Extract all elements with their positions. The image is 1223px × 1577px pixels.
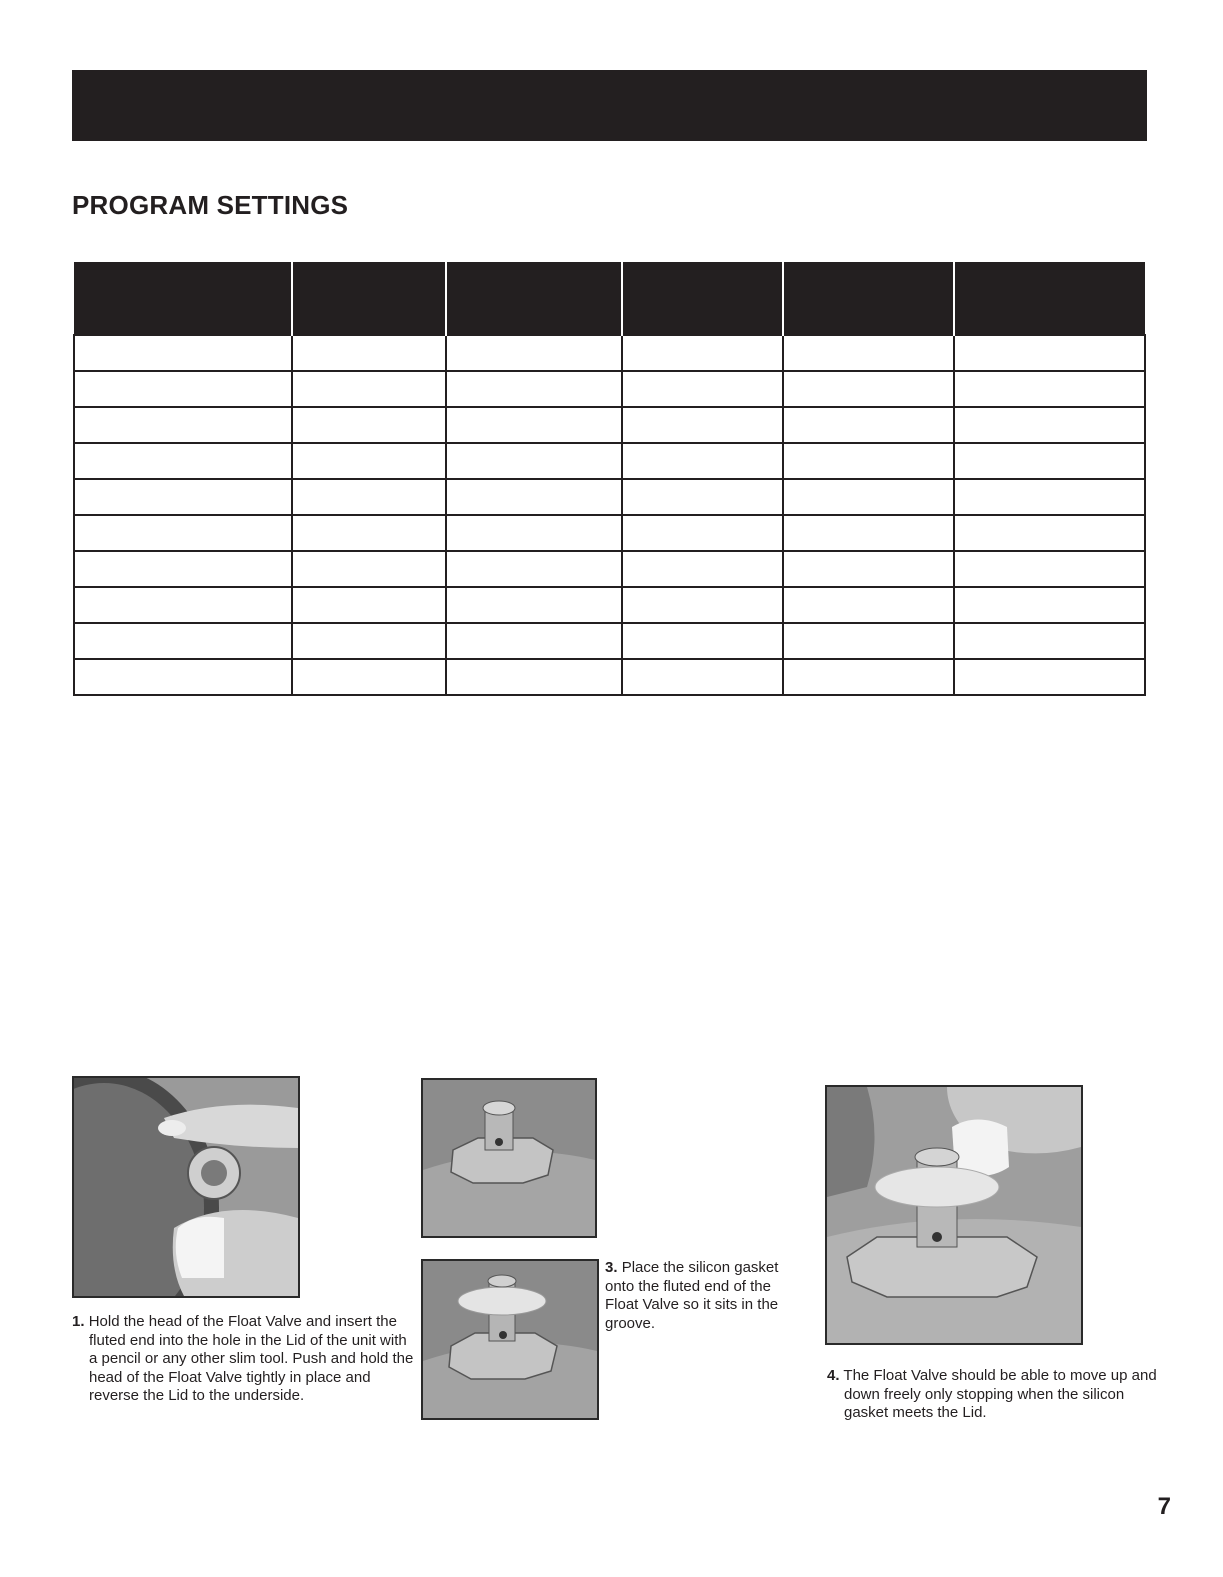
table-cell — [446, 515, 622, 551]
table-cell — [292, 443, 446, 479]
table-cell — [446, 479, 622, 515]
section-title: PROGRAM SETTINGS — [72, 190, 349, 220]
table-cell — [74, 623, 292, 659]
table-cell — [74, 371, 292, 407]
table-row — [74, 659, 1145, 695]
table-cell — [783, 659, 954, 695]
step-text: Place the silicon gasket onto the fluted end of the Float Valve so it sits in the groove. — [605, 1259, 779, 1332]
table-cell — [74, 443, 292, 479]
header-bar — [72, 70, 1147, 141]
table-cell — [954, 587, 1145, 623]
table-cell — [783, 443, 954, 479]
table-header-cell — [783, 262, 954, 335]
table-cell — [292, 335, 446, 371]
table-row — [74, 623, 1145, 659]
table-cell — [292, 623, 446, 659]
table-row — [74, 443, 1145, 479]
table-cell — [622, 335, 783, 371]
table-body — [74, 335, 1145, 695]
table-cell — [446, 371, 622, 407]
table-cell — [446, 659, 622, 695]
table-row — [74, 551, 1145, 587]
table-cell — [292, 587, 446, 623]
table-cell — [783, 587, 954, 623]
table-cell — [74, 479, 292, 515]
table-header-row — [74, 262, 1145, 335]
table-row — [74, 335, 1145, 371]
table-cell — [446, 335, 622, 371]
table-cell — [446, 551, 622, 587]
table-cell — [783, 407, 954, 443]
table-row — [74, 479, 1145, 515]
table-cell — [622, 407, 783, 443]
table-cell — [622, 587, 783, 623]
table-cell — [292, 479, 446, 515]
table-cell — [954, 443, 1145, 479]
step-number: 3. — [605, 1259, 618, 1276]
step-text: The Float Valve should be able to move up and down freely only stopping when the silicon gasket meets the Lid. — [843, 1367, 1157, 1421]
table-cell — [292, 659, 446, 695]
table-cell — [74, 551, 292, 587]
caption-step-1 — [72, 1313, 419, 1406]
table-row — [74, 587, 1145, 623]
table-row — [74, 407, 1145, 443]
table-cell — [446, 443, 622, 479]
table-cell — [954, 623, 1145, 659]
caption-step-4 — [827, 1367, 1169, 1423]
table-cell — [954, 407, 1145, 443]
table-cell — [954, 515, 1145, 551]
step-number: 1. — [72, 1313, 85, 1330]
table-cell — [622, 479, 783, 515]
table-cell — [954, 479, 1145, 515]
table-header-cell — [954, 262, 1145, 335]
table-cell — [954, 659, 1145, 695]
table-cell — [74, 587, 292, 623]
table-cell — [622, 443, 783, 479]
photo-step-4 — [825, 1085, 1083, 1345]
table-header-cell — [446, 262, 622, 335]
table-cell — [74, 407, 292, 443]
table-cell — [446, 587, 622, 623]
table-header-cell — [622, 262, 783, 335]
table-cell — [292, 551, 446, 587]
table-cell — [954, 551, 1145, 587]
table-row — [74, 515, 1145, 551]
table-cell — [622, 551, 783, 587]
program-settings-table — [73, 262, 1146, 696]
table-cell — [954, 335, 1145, 371]
table-cell — [292, 371, 446, 407]
photo-step-3 — [421, 1259, 599, 1420]
table-cell — [783, 335, 954, 371]
table-cell — [954, 371, 1145, 407]
table-cell — [622, 659, 783, 695]
table-cell — [292, 515, 446, 551]
photo-step-1 — [72, 1076, 300, 1298]
table-header-cell — [292, 262, 446, 335]
step-text: Hold the head of the Float Valve and insert the fluted end into the hole in the Lid of the unit with a pencil or any other slim tool. Push and hold the head of the Float Valve tightly in place and reverse the Lid to the underside. — [88, 1313, 414, 1404]
table-cell — [783, 623, 954, 659]
table-cell — [783, 371, 954, 407]
table-cell — [446, 407, 622, 443]
table-cell — [783, 551, 954, 587]
table-cell — [74, 659, 292, 695]
table-row — [74, 371, 1145, 407]
caption-step-3 — [605, 1259, 797, 1333]
page-number: 7 — [1157, 1493, 1171, 1520]
table-cell — [292, 407, 446, 443]
table-cell — [783, 515, 954, 551]
photo-step-2 — [421, 1078, 597, 1238]
table-cell — [622, 623, 783, 659]
step-number: 4. — [827, 1367, 840, 1384]
table-cell — [446, 623, 622, 659]
table-cell — [74, 335, 292, 371]
table-cell — [74, 515, 292, 551]
table-cell — [622, 515, 783, 551]
table-cell — [783, 479, 954, 515]
table-header-cell — [74, 262, 292, 335]
table-cell — [622, 371, 783, 407]
